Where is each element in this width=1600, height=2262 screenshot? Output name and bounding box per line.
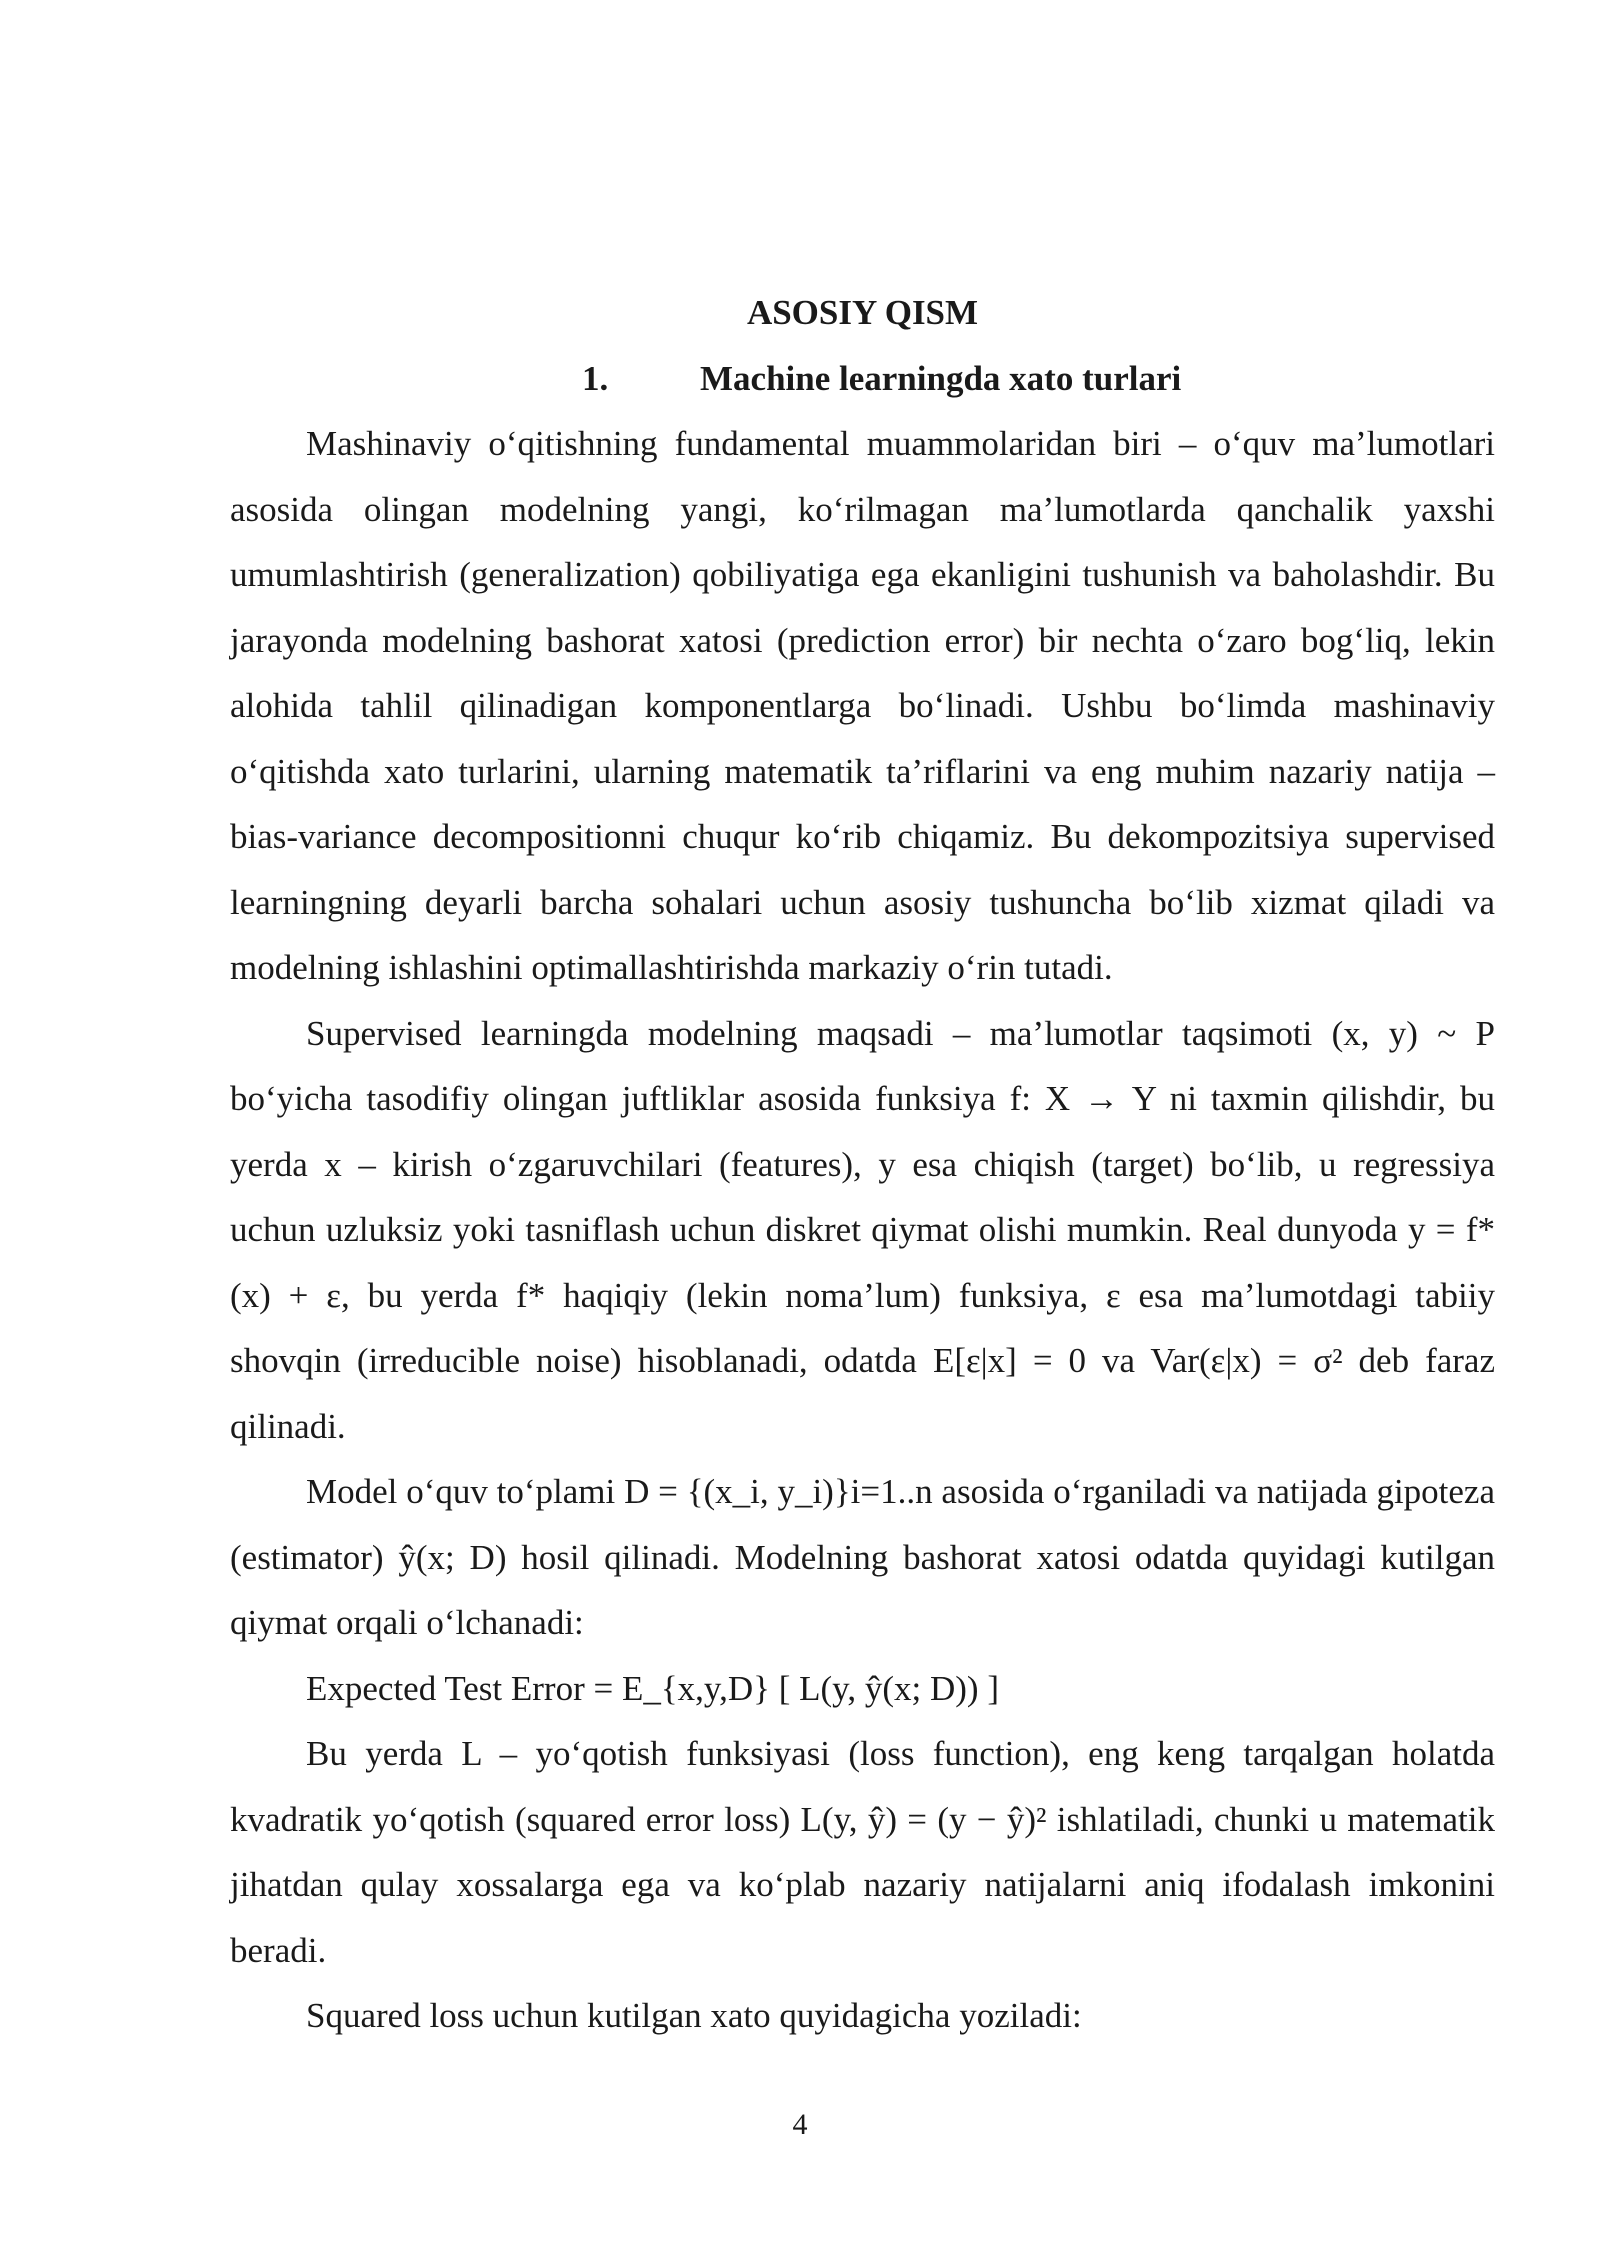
- section-number: 1.: [582, 358, 609, 398]
- paragraph-3: Model o‘quv to‘plami D = {(x_i, y_i)}i=1..n asosida o‘rganiladi va natijada gipoteza (estimator) ŷ(x; D) hosil qilinadi. Modelning bashorat xatosi odatda quyidagi kutilgan qiymat orqali o‘lchanadi:: [230, 1472, 1495, 1642]
- main-heading: ASOSIY QISM: [746, 293, 979, 332]
- page-number: 4: [792, 2108, 808, 2141]
- paragraph-1: Mashinaviy o‘qitishning fundamental muammolaridan biri – o‘quv ma’lumotlari asosida olingan modelning yangi, ko‘rilmagan ma’lumotlarda qanchalik yaxshi umumlashtirish (generalization) qobiliyatiga ega ekanligini tushunish va baholashdir. Bu jarayonda modelning bashorat xatosi (prediction error) bir nechta o‘zaro bog‘liq, lekin alohida tahlil qilinadigan komponentlarga bo‘linadi. Ushbu bo‘limda mashinaviy o‘qitishda xato turlarini, ularning matematik ta’riflarini va eng muhim nazariy natija – bias-variance decompositionni chuqur ko‘rib chiqamiz. Bu dekompozitsiya supervised learningning deyarli barcha sohalari uchun asosiy tushuncha bo‘lib xizmat qiladi va modelning ishlashini optimallashtirishda markaziy o‘rin tutadi.: [230, 424, 1495, 987]
- section-heading: [230, 346, 1495, 412]
- formula-expected-test-error: Expected Test Error = E_{x,y,D} [ L(y, ŷ(x; D)) ]: [306, 1668, 999, 1708]
- section-title: Machine learningda xato turlari: [700, 358, 1182, 398]
- paragraph-2: Supervised learningda modelning maqsadi – ma’lumotlar taqsimoti (x, y) ~ P bo‘yicha tasodifiy olingan juftliklar asosida funksiya f: X → Y ni taxmin qilishdir, bu yerda x – kirish o‘zgaruvchilari (features), y esa chiqish (target) bo‘lib, u regressiya uchun uzluksiz yoki tasniflash uchun diskret qiymat olishi mumkin. Real dunyoda y = f*(x) + ε, bu yerda f* haqiqiy (lekin noma’lum) funksiya, ε esa ma’lumotdagi tabiiy shovqin (irreducible noise) hisoblanadi, odatda E[ε|x] = 0 va Var(ε|x) = σ² deb faraz qilinadi.: [230, 1013, 1495, 1446]
- paragraph-5: Squared loss uchun kutilgan xato quyidagicha yoziladi:: [306, 1996, 1082, 2035]
- page-content: [230, 280, 1495, 2049]
- paragraph-4: Bu yerda L – yo‘qotish funksiyasi (loss function), eng keng tarqalgan holatda kvadratik yo‘qotish (squared error loss) L(y, ŷ) = (y − ŷ)² ishlatiladi, chunki u matematik jihatdan qulay xossalarga ega va ko‘plab nazariy natijalarni aniq ifodalash imkonini beradi.: [230, 1734, 1495, 1970]
